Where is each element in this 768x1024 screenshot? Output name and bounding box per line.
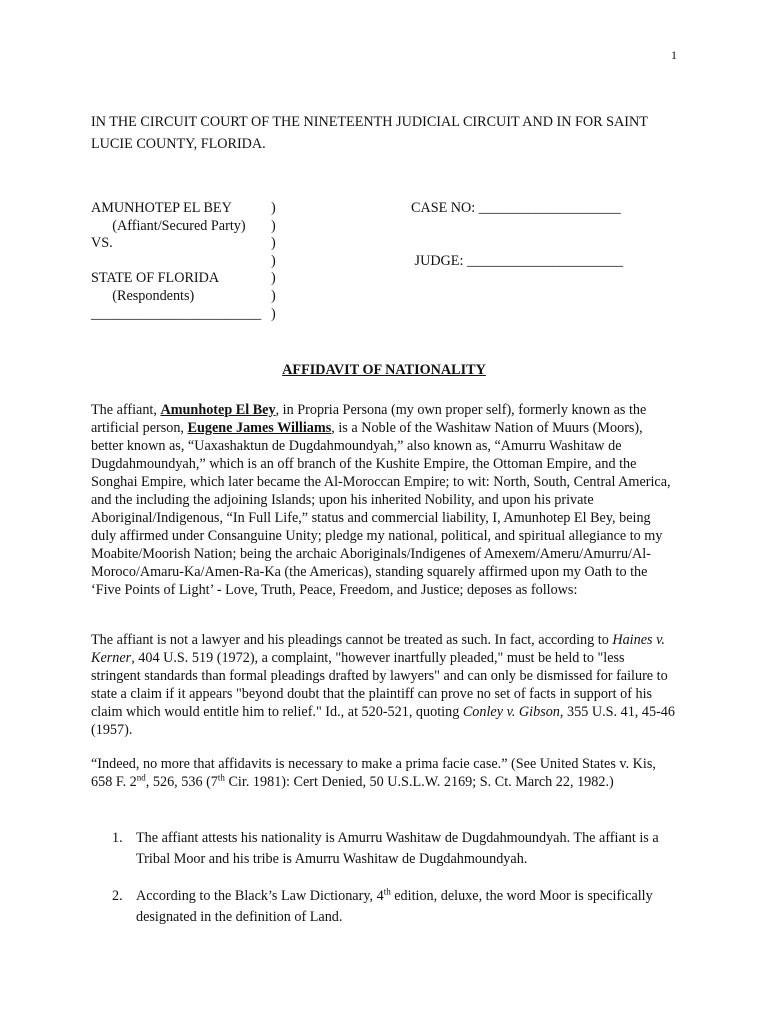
caption-parties (91, 200, 351, 323)
page-number: 1 (671, 48, 677, 62)
paragraph-quote (91, 755, 676, 791)
text: 355 U.S. 41, 45-46 (1957). (91, 704, 675, 738)
affiant-name: Amunhotep El Bey (160, 402, 276, 418)
document-title: AFFIDAVIT OF NATIONALITY (282, 362, 486, 378)
text: , in Propria Persona (my own proper self), formerly known as the artificial person, (91, 402, 647, 436)
paren: ) (271, 305, 276, 322)
text: The affiant, (91, 402, 161, 418)
party-line: ________________________ (91, 305, 262, 322)
paren: ) (271, 217, 276, 234)
party-line: VS. (91, 235, 113, 252)
text: , is a Noble of the Washitaw Nation of Muurs (Moors), better known as, “Uaxashaktun de Dugdahmoundyah,” also known as, “Amurru Washitaw de Dugdahmoundyah,” which is an off branch of the Kushite Empire, the Ottoman Empire, and the Songhai Empire, which later became the Al-Moroccan Empire; to wit: North, South, Central America, and the including the adjoining Islands; upon his inherited Nobility, and upon his private Aboriginal/Indigenous, “In Full Life,” status and commercial liability, I, Amunhotep El Bey, being duly affirmed under Consanguine Unity; pledge my national, political, and spiritual allegiance to my Moabite/Moorish Nation; being the archaic Aboriginals/Indigenes of Amexem/Ameru/Amurru/Al-Moroco/Amaru-Ka/Amen-Ra-Ka (the Americas), standing squarely affirmed upon my Oath to the ‘Five Points of Light’ - Love, Truth, Peace, Freedom, and Justice; deposes as follows: (91, 420, 671, 598)
text: , 404 U.S. 519 (1972), a complaint, "however inartfully pleaded," must be held to "less stringent standards than formal pleadings drafted by lawyers" and can only be dismissed for failure to state a claim if it appears "beyond doubt that the plaintiff can prove no set of facts in support of his claim which would entitle him to relief." Id., at 520-521, quoting (91, 650, 668, 720)
paren: ) (271, 235, 276, 252)
list-number: 1. (112, 830, 123, 846)
superscript: nd (136, 772, 146, 783)
judge-line: JUDGE: ______________________ (414, 252, 624, 269)
text: According to the Black’s Law Dictionary, 4 (136, 888, 384, 904)
party-line: STATE OF FLORIDA (91, 270, 220, 287)
caption-parens (271, 200, 276, 323)
text: “Indeed, no more that affidavits is necessary to make a prima facie case.” (See United States v. Kis, 658 F. 2 (91, 756, 656, 790)
superscript: th (217, 772, 225, 783)
paren: ) (271, 270, 276, 287)
text: The affiant is not a lawyer and his pleadings cannot be treated as such. In fact, according to (91, 632, 613, 648)
paragraph-preamble (91, 401, 676, 599)
text: Cir. 1981): Cert Denied, 50 U.S.L.W. 2169; S. Ct. March 22, 1982.) (224, 774, 614, 790)
case-citation: Haines v. Kerner (91, 632, 665, 666)
court-heading: IN THE CIRCUIT COURT OF THE NINETEENTH JUDICIAL CIRCUIT AND IN FOR SAINT LUCIE COUNTY, FLORIDA. (91, 114, 648, 152)
list-text (136, 886, 672, 928)
case-number: CASE NO: ____________________ (411, 200, 621, 216)
list-number: 2. (112, 888, 123, 904)
party-line: (Respondents) (91, 287, 195, 304)
text: edition, deluxe, the word Moor is specifically designated in the definition of Land. (136, 888, 653, 925)
paren: ) (271, 200, 276, 216)
case-citation: Conley v. Gibson, (462, 704, 564, 720)
text: , 526, 536 (7 (145, 774, 218, 790)
caption-case-info (411, 200, 623, 270)
paragraph-pleadings (91, 631, 676, 739)
superscript: th (383, 886, 391, 897)
artificial-person-name: Eugene James Williams (187, 420, 332, 436)
paren: ) (271, 252, 276, 269)
list-text: The affiant attests his nationality is Amurru Washitaw de Dugdahmoundyah. The affiant is a Tribal Moor and his tribe is Amurru Washitaw de Dugdahmoundyah. (136, 830, 659, 867)
party-line: AMUNHOTEP EL BEY (91, 200, 232, 216)
paren: ) (271, 287, 276, 304)
party-line: (Affiant/Secured Party) (91, 217, 246, 234)
